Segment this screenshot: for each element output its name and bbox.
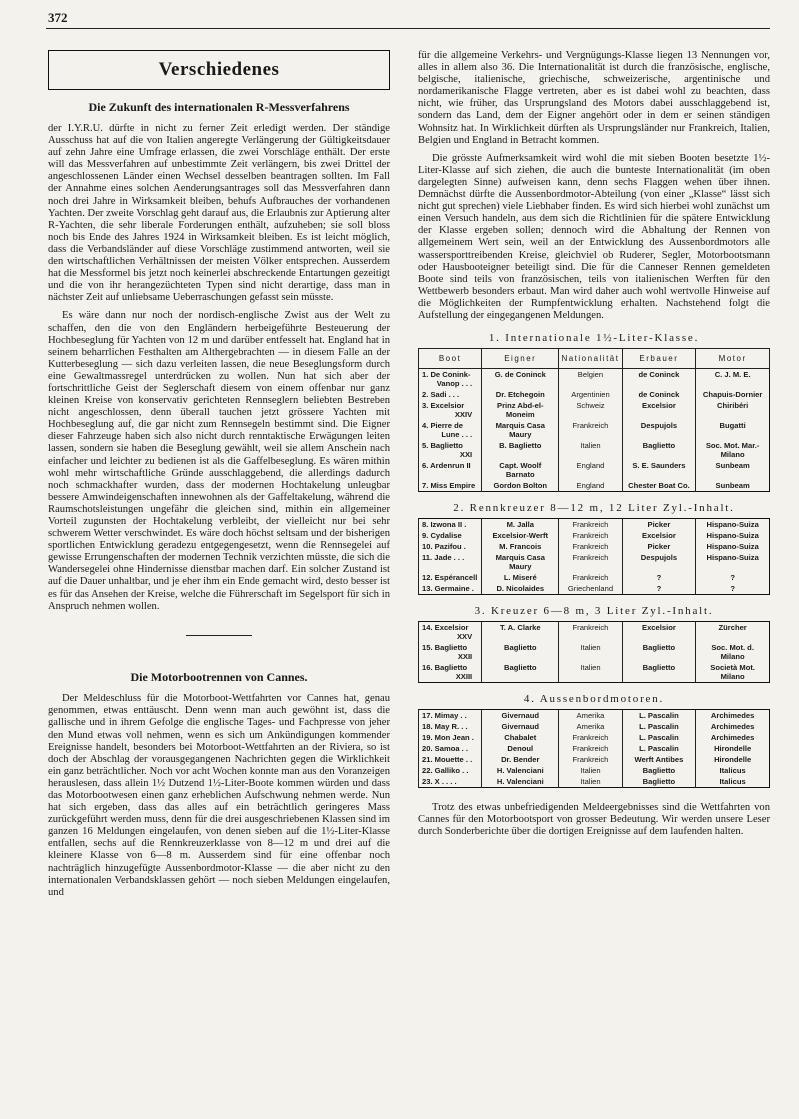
- boat-name-cell: [419, 389, 482, 400]
- boat-name-cell: [419, 583, 482, 595]
- owner-cell: Dr. Bender: [482, 754, 559, 765]
- builder-cell: de Coninck: [622, 389, 696, 400]
- boat-name-cell: [419, 530, 482, 541]
- article-divider: [186, 635, 252, 637]
- builder-cell: Excelsior: [622, 622, 696, 643]
- owner-cell: Denoul: [482, 743, 559, 754]
- nationality-cell: Italien: [559, 662, 622, 683]
- boat-name: 6. Ardenrun II: [422, 461, 471, 471]
- owner-cell: Dr. Etchegoin: [482, 389, 559, 400]
- nationality-cell: Griechenland: [559, 583, 622, 595]
- article2-paragraph: Die grösste Aufmerksamkeit wird wohl die mit sieben Booten besetzte 1½-Liter-Klasse auf sich ziehen, die auch die bunteste Internationalität (im oben dargelegten Sinne) aufweisen kann, denn sechs Flaggen wehen über ihnen. Demnächst dürfte die Aussenbordmotor-Abteilung (von einer „Klasse“ lässt sich nicht gut sprechen) viele Liebhaber finden. Es wird sich hierbei wohl zunächst um einen Versuch handeln, aus dem sich die Richtlinien für die spätere Entwicklung der Klasse ergeben sollen; dennoch wird die Abhaltung der Rennen von allgemeinem Wert sein, weil an der Entwicklung des Aussenbordmotors alle wassersporttreibenden Kreise, gleichviel ob Ruderer, Segler, Motorbootsmann oder Hausbooteigner beteiligt sind. Die für die Canneser Rennen gemeldeten Boote sind teils von französischen, teils von italienischen Werften für den Wettbewerb besonders erbaut. Man wird daher auch wohl wertvolle Hinweise auf die Möglichkeiten der Rumpfentwicklung erhalten. Nachstehend folgt die Aufstellung der eingegangenen Meldungen.: [418, 152, 770, 321]
- article2-title: Die Motorbootrennen von Cannes.: [130, 670, 308, 685]
- owner-cell: M. Jalla: [482, 519, 559, 531]
- boat-name-cell: [419, 572, 482, 583]
- entries-table: [418, 348, 770, 492]
- boat-name-cell: [419, 400, 482, 420]
- motor-cell: Hirondelle: [696, 743, 770, 754]
- boat-name-suffix: XXII: [457, 652, 473, 662]
- nationality-cell: Frankreich: [559, 530, 622, 541]
- owner-cell: D. Nicolaides: [482, 583, 559, 595]
- owner-cell: Marquis Casa Maury: [482, 420, 559, 440]
- owner-cell: Capt. Woolf Barnato: [482, 460, 559, 480]
- table-row: [419, 754, 770, 765]
- motor-cell: Italicus: [696, 765, 770, 776]
- column-header: Eigner: [482, 349, 559, 369]
- boat-name-suffix: Vanop . . .: [436, 379, 473, 389]
- boat-name-cell: [419, 622, 482, 643]
- nationality-cell: Frankreich: [559, 572, 622, 583]
- boat-name: 16. Baglietto: [422, 663, 468, 673]
- nationality-cell: Italien: [559, 776, 622, 788]
- boat-name: 7. Miss Empire: [422, 481, 476, 491]
- boat-name: 22. Galliko . .: [422, 766, 469, 776]
- builder-cell: L. Pascalin: [622, 710, 696, 722]
- boat-name: 14. Excelsior: [422, 623, 469, 633]
- motor-cell: ?: [696, 583, 770, 595]
- owner-cell: H. Valenciani: [482, 776, 559, 788]
- table-row: [419, 765, 770, 776]
- boat-name: 18. May R. . .: [422, 722, 468, 732]
- nationality-cell: Belgien: [559, 369, 622, 390]
- boat-name-cell: [419, 420, 482, 440]
- builder-cell: Baglietto: [622, 642, 696, 662]
- motor-cell: Archimedes: [696, 710, 770, 722]
- motor-cell: Zürcher: [696, 622, 770, 643]
- article2-paragraph: Der Meldeschluss für die Motorboot-Wettfahrten vor Cannes hat, genau genommen, etwas enttäuscht. Denn wenn man auch gewöhnt ist, dass die gallische und in ihrem Gefolge die englische Tages- und Fachpresse von jeher den Mund etwas voll nehmen, wenn es sich um Ankündigungen kommender Ereignisse handelt, besonders bei Motorboot-Wettfahrten an der Riviera, so ist doch der Abschlag der vorausgegangenen Nachrichten gegen die Wirklichkeit ein ganz beträchtlicher. Noch vor acht Wochen konnte man aus den Voranzeigen herauslesen, dass allein 1½ Dutzend 1½-Liter-Boote kommen würden und dass das Motorbootwesen einen ganz erheblichen Aufschwung nehmen werde. Nun hat sich ergeben, dass das alles auf ein beträchtlich geringeres Mass zurückgeführt werden muss, denn für die drei ausgeschriebenen Klassen sind im ganzen 16 Meldungen eingelaufen, von denen sieben auf die 1½-Liter-Klasse entfallen, sechs auf die Rennkreuzerklasse von 8—12 m und drei auf die kleinere Klasse von 6—8 m. Ausserdem sind für eine offenbar noch nachträglich hinzugefügte Aussenbordmotor-Klasse — die aber nicht zu den internationalen Verbandsklassen gehört — noch sieben Meldungen eingelaufen, und: [48, 693, 390, 898]
- nationality-cell: England: [559, 460, 622, 480]
- motor-cell: Soc. Mot. d. Milano: [696, 642, 770, 662]
- builder-cell: Baglietto: [622, 765, 696, 776]
- nationality-cell: Frankreich: [559, 743, 622, 754]
- article1-title: Die Zukunft des internationalen R-Messverfahrens: [88, 100, 350, 114]
- table-row: [419, 776, 770, 788]
- table-row: [419, 440, 770, 460]
- nationality-cell: Frankreich: [559, 519, 622, 531]
- page-number: 372: [48, 10, 68, 25]
- motor-cell: Hirondelle: [696, 754, 770, 765]
- boat-name-suffix: XXI: [459, 450, 473, 460]
- boat-name: 20. Samoa . .: [422, 744, 469, 754]
- boat-name-cell: [419, 541, 482, 552]
- builder-cell: Baglietto: [622, 662, 696, 683]
- nationality-cell: Argentinien: [559, 389, 622, 400]
- nationality-cell: Frankreich: [559, 732, 622, 743]
- owner-cell: Prinz Abd-el-Moneim: [482, 400, 559, 420]
- builder-cell: S. E. Saunders: [622, 460, 696, 480]
- owner-cell: M. Francois: [482, 541, 559, 552]
- nationality-cell: Schweiz: [559, 400, 622, 420]
- builder-cell: L. Pascalin: [622, 743, 696, 754]
- motor-cell: C. J. M. E.: [696, 369, 770, 390]
- column-header: Erbauer: [622, 349, 696, 369]
- builder-cell: Despujols: [622, 420, 696, 440]
- owner-cell: Baglietto: [482, 642, 559, 662]
- table-row: [419, 743, 770, 754]
- boat-name-cell: [419, 480, 482, 492]
- table-row: [419, 622, 770, 643]
- motor-cell: Soc. Mot. Mar.-Milano: [696, 440, 770, 460]
- table-row: [419, 389, 770, 400]
- builder-cell: ?: [622, 572, 696, 583]
- table-row: [419, 583, 770, 595]
- table-row: [419, 721, 770, 732]
- motor-cell: Hispano-Suiza: [696, 530, 770, 541]
- boat-name: 9. Cydalise: [422, 531, 462, 541]
- entries-table: [418, 518, 770, 595]
- motor-cell: Italicus: [696, 776, 770, 788]
- boat-name-suffix: XXIII: [455, 672, 473, 682]
- nationality-cell: Frankreich: [559, 552, 622, 572]
- boat-name: 1. De Conink-: [422, 370, 471, 380]
- builder-cell: L. Pascalin: [622, 732, 696, 743]
- boat-name: 21. Mouette . .: [422, 755, 473, 765]
- article2-paragraph: für die allgemeine Verkehrs- und Vergnügungs-Klasse liegen 13 Nennungen vor, alles in allem also 36. Die Internationalität ist durch die französische, englische, belgische, italienische, griechische, schweizerische, argentinische und nordamerikanische Flagge vertreten, aber es ist dabei wohl zu beachten, dass nicht, wie früher, das Ursprungsland des Motors dabei ausschlaggebend ist, sondern das Land, dem der Eigner angehört oder in dem er seinen ständigen Wohnsitz hat. In Wirklichkeit dürften als Ursprungsländer nur Frankreich, Italien, Belgien und England in Betracht kommen.: [418, 50, 770, 146]
- table-row: [419, 420, 770, 440]
- boat-name: 8. Izwona II .: [422, 520, 467, 530]
- table-row: [419, 642, 770, 662]
- owner-cell: L. Miseré: [482, 572, 559, 583]
- owner-cell: B. Baglietto: [482, 440, 559, 460]
- boat-name-cell: [419, 743, 482, 754]
- boat-name-suffix: XXIV: [454, 410, 473, 420]
- motor-cell: ?: [696, 572, 770, 583]
- boat-name-cell: [419, 369, 482, 390]
- table-row: [419, 732, 770, 743]
- motor-cell: Chiribéri: [696, 400, 770, 420]
- motor-cell: Hispano-Suiza: [696, 519, 770, 531]
- table-row: [419, 400, 770, 420]
- boat-name-cell: [419, 642, 482, 662]
- motor-cell: Archimedes: [696, 732, 770, 743]
- motor-cell: Archimedes: [696, 721, 770, 732]
- builder-cell: Picker: [622, 519, 696, 531]
- boat-name-suffix: Lune . . .: [441, 430, 473, 440]
- class-table-title: 1. Internationale 1½-Liter-Klasse.: [488, 332, 700, 345]
- entries-table: [418, 709, 770, 788]
- owner-cell: T. A. Clarke: [482, 622, 559, 643]
- nationality-cell: England: [559, 480, 622, 492]
- boat-name: 5. Baglietto: [422, 441, 463, 451]
- column-header: Nationalität: [559, 349, 622, 369]
- boat-name-cell: [419, 765, 482, 776]
- table-row: [419, 369, 770, 390]
- motor-cell: Chapuis-Dornier: [696, 389, 770, 400]
- builder-cell: Baglietto: [622, 776, 696, 788]
- motor-cell: Bugatti: [696, 420, 770, 440]
- table-row: [419, 572, 770, 583]
- motor-cell: Sunbeam: [696, 460, 770, 480]
- motor-cell: Hispano-Suiza: [696, 552, 770, 572]
- nationality-cell: Italien: [559, 765, 622, 776]
- boat-name-cell: [419, 662, 482, 683]
- section-heading-box: [48, 50, 390, 90]
- header-rule: [46, 28, 770, 29]
- article1-paragraph: Es wäre dann nur noch der nordisch-englische Zwist aus der Welt zu schaffen, den die von den Engländern herbeigeführte Besteuerung der Hochbeseglung für Yachten von 12 m und darüber entfesselt hat. England hat in seinem beharrlichen Festhalten am Althergebrachten — in diesem Falle an der Kutterbeseglung — sich dazu verleiten lassen, die neue Beseglungsform durch eine Gewaltmassregel unterdrücken zu wollen. Nun hat sich aber der fortschrittliche Geist der Seglerschaft diesem von einem offenbar nur ganz kleinen Kreise von konservativ gerichteten Rennseglern beliebten Bestreben nicht angeschlossen, denn überall tauchen jetzt grössere Yachten mit Hochbeseglung auf, die gar nicht zum Rennsegeln bestimmt sind. Die Eigner dieser Fahrzeuge haben sich also nicht durch renntaktische Erwägungen leiten lassen, sondern sie haben die Beseglung gewählt, weil sie allem Anschein nach einfacher und leichter zu bedienen ist als die Gaffelbeseglung. Es wären mithin wohl mehr wirtschaftliche Gründe ausschlaggebend, die allerdings dadurch noch schmackhafter wurden, dass der modernen Hochtakelung unleugbar bessere Amwindeigenschaften innewohnen als der Gaffeltakelung, während die Raumschotsleistungen ungefähr die gleichen sind, mithin ein allgemeiner Vorteil zugunsten der Hochtakelung verbleibt, der vielleicht nur bei sehr schwerem Wetter verschwindet. Es wäre doch höchst seltsam und der bisherigen sportlichen Entwicklung geradezu entgegengesetzt, wenn die Rennsegelei auf gewisse Errungenschaften der modernen Technik verzichten müsste, die sich die Wandersegelei ohne Hindernisse dienstbar machen darf. Ein solcher Zustand ist auf die Dauer unhaltbar, und je eher ihm ein Ende gemacht wird, desto besser ist es für das Ansehen der Kreise, welche die Führerschaft im Segelsport für sich in Anspruch nehmen wollen.: [48, 310, 390, 612]
- boat-name-cell: [419, 710, 482, 722]
- left-column: [48, 50, 390, 899]
- table-row: [419, 541, 770, 552]
- boat-name-cell: [419, 460, 482, 480]
- table-row: [419, 480, 770, 492]
- owner-cell: Givernaud: [482, 721, 559, 732]
- column-header: Motor: [696, 349, 770, 369]
- owner-cell: Givernaud: [482, 710, 559, 722]
- boat-name-cell: [419, 440, 482, 460]
- boat-name: 4. Pierre de: [422, 421, 463, 431]
- table-row: [419, 552, 770, 572]
- article1-paragraph: der I.Y.R.U. dürfte in nicht zu ferner Zeit erledigt werden. Der ständige Ausschuss hat auf die von Italien angeregte Verlängerung der Gültigkeitsdauer auf zehn Jahre eine Umfrage erlassen, die zwei Vorschläge enthält. Der erste will das Messverfahren auf unbestimmte Zeit verlängern, bis zwei Drittel der angeschlossenen Länder einen Wechsel desselben beantragen sollten. Im Fall der Annahme eines solchen Aenderungsantrages soll das Messverfahren dann noch drei Jahre in Wirksamkeit bleiben, behufs Aufbrauches der vorhandenen Yachten. Der zweite Vorschlag geht darauf aus, die Erlaubnis zur Aptierung alter R-Yachten, die sehr liberale Forderungen enthält, aufzuheben; sie soll bloss noch bis Ende des Jahres 1924 in Wirksamkeit bleiben. Es ist leicht möglich, dass die Verbandsländer auf diese Vorschläge zustimmend antworten, weil sie den wirtschaftlichen Verhältnissen der meisten Völker entsprechen. Ausserdem hat die Messformel bis jetzt noch keinerlei abschreckende Entartungen gezeitigt und die von ihr herangezüchteten Typen sind nicht derartige, dass man in nächster Zeit auf unliebsame Ueberraschungen gefasst sein müsste.: [48, 123, 390, 304]
- boat-name: 12. Espérancell: [422, 573, 478, 583]
- owner-cell: Baglietto: [482, 662, 559, 683]
- boat-name-cell: [419, 552, 482, 572]
- boat-name: 11. Jade . . .: [422, 553, 465, 563]
- section-title: Verschiedenes: [158, 59, 280, 80]
- boat-name: 10. Pazifou .: [422, 542, 466, 552]
- builder-cell: Werft Antibes: [622, 754, 696, 765]
- table-row: [419, 519, 770, 531]
- boat-name-cell: [419, 754, 482, 765]
- builder-cell: ?: [622, 583, 696, 595]
- boat-name-suffix: XXV: [456, 632, 473, 642]
- class-table-title: 2. Rennkreuzer 8—12 m, 12 Liter Zyl.-Inhalt.: [453, 502, 735, 515]
- nationality-cell: Frankreich: [559, 420, 622, 440]
- nationality-cell: Italien: [559, 642, 622, 662]
- class-table-title: 4. Aussenbordmotoren.: [523, 693, 665, 706]
- nationality-cell: Frankreich: [559, 754, 622, 765]
- boat-name: 19. Mon Jean .: [422, 733, 474, 743]
- builder-cell: Excelsior: [622, 530, 696, 541]
- boat-name: 3. Excelsior: [422, 401, 465, 411]
- boat-name: 2. Sadi . . .: [422, 390, 460, 400]
- boat-name: 13. Germaine .: [422, 584, 474, 594]
- boat-name-cell: [419, 776, 482, 788]
- nationality-cell: Frankreich: [559, 622, 622, 643]
- builder-cell: de Coninck: [622, 369, 696, 390]
- builder-cell: Picker: [622, 541, 696, 552]
- motor-cell: Sunbeam: [696, 480, 770, 492]
- motor-cell: Hispano-Suiza: [696, 541, 770, 552]
- table-row: [419, 530, 770, 541]
- boat-name-cell: [419, 519, 482, 531]
- owner-cell: Marquis Casa Maury: [482, 552, 559, 572]
- boat-name-cell: [419, 732, 482, 743]
- article2-closing: Trotz des etwas unbefriedigenden Meldeergebnisses sind die Wettfahrten von Cannes für den Motorbootsport von grosser Bedeutung. Wir werden unsere Leser durch Sonderberichte über die dortigen Ereignisse auf dem laufenden halten.: [418, 802, 770, 838]
- table-row: [419, 662, 770, 683]
- table-row: [419, 460, 770, 480]
- boat-name: 15. Baglietto: [422, 643, 468, 653]
- class-table-title: 3. Kreuzer 6—8 m, 3 Liter Zyl.-Inhalt.: [474, 605, 714, 618]
- nationality-cell: Amerika: [559, 721, 622, 732]
- entries-tables: [418, 332, 770, 788]
- nationality-cell: Amerika: [559, 710, 622, 722]
- owner-cell: H. Valenciani: [482, 765, 559, 776]
- table-row: [419, 710, 770, 722]
- table-header-row: [419, 349, 770, 369]
- builder-cell: Excelsior: [622, 400, 696, 420]
- column-header: Boot: [419, 349, 482, 369]
- builder-cell: Chester Boat Co.: [622, 480, 696, 492]
- owner-cell: Gordon Bolton: [482, 480, 559, 492]
- builder-cell: Baglietto: [622, 440, 696, 460]
- owner-cell: Excelsior-Werft: [482, 530, 559, 541]
- owner-cell: G. de Coninck: [482, 369, 559, 390]
- boat-name-cell: [419, 721, 482, 732]
- motor-cell: Società Mot. Milano: [696, 662, 770, 683]
- boat-name: 17. Mimay . .: [422, 711, 467, 721]
- right-column: [418, 50, 770, 838]
- entries-table: [418, 621, 770, 683]
- nationality-cell: Frankreich: [559, 541, 622, 552]
- builder-cell: L. Pascalin: [622, 721, 696, 732]
- builder-cell: Despujols: [622, 552, 696, 572]
- boat-name: 23. X . . . .: [422, 777, 457, 787]
- nationality-cell: Italien: [559, 440, 622, 460]
- owner-cell: Chabalet: [482, 732, 559, 743]
